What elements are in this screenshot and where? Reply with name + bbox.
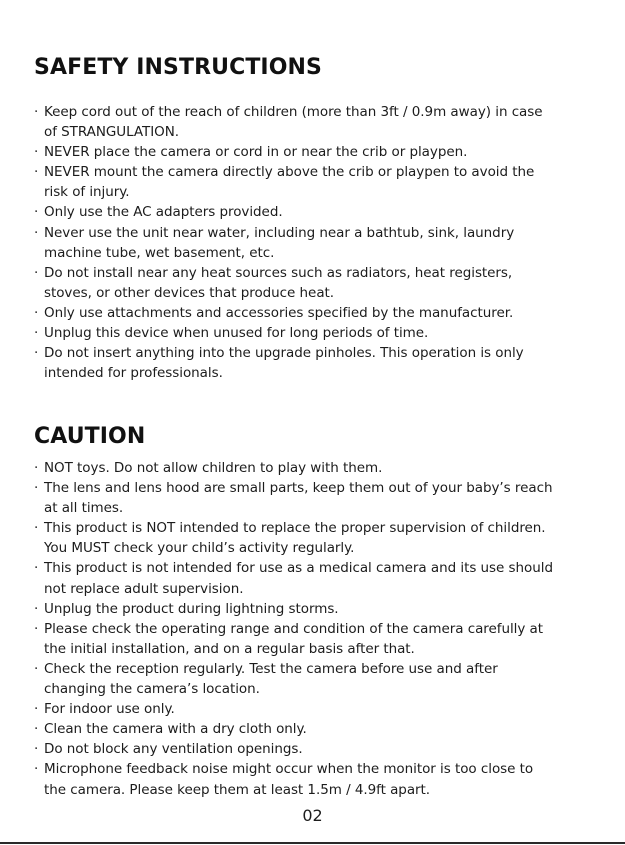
- item-text-line: Only use attachments and accessories specified by the manufacturer.: [44, 304, 514, 321]
- list-item: [34, 343, 614, 383]
- list-item: [34, 142, 614, 162]
- bullet-dot: ·: [34, 325, 39, 342]
- bullet-dot: ·: [34, 620, 39, 637]
- bullet-dot: ·: [34, 164, 39, 181]
- item-text-line: NEVER mount the camera directly above the crib or playpen to avoid the: [44, 164, 535, 181]
- item-text-line: not replace adult supervision.: [44, 580, 244, 597]
- bullet-dot: ·: [34, 144, 39, 161]
- item-text-line: the initial installation, and on a regular basis after that.: [44, 640, 415, 657]
- item-text-line: Do not install near any heat sources such as radiators, heat registers,: [44, 264, 513, 281]
- item-text-line: machine tube, wet basement, etc.: [44, 244, 275, 261]
- list-item: [34, 223, 614, 263]
- bottom-rule: [0, 842, 625, 844]
- bullet-dot: ·: [34, 460, 39, 476]
- item-text-line: Check the reception regularly. Test the camera before use and after: [44, 660, 498, 677]
- list-item: [34, 478, 614, 518]
- item-text-line: For indoor use only.: [44, 701, 175, 718]
- list-item: [34, 323, 614, 343]
- item-text-line: of STRANGULATION.: [44, 124, 180, 141]
- item-text-line: Keep cord out of the reach of children (more than 3ft / 0.9m away) in case: [44, 104, 543, 120]
- list-item: [34, 558, 614, 598]
- bullet-dot: ·: [34, 224, 39, 241]
- bullet-dot: ·: [34, 204, 39, 221]
- list-item: [34, 759, 614, 799]
- item-text-line: This product is NOT intended to replace the proper supervision of children.: [44, 520, 546, 537]
- list-item: [34, 162, 614, 202]
- safety-instructions-heading: SAFETY INSTRUCTIONS: [34, 55, 322, 80]
- list-item: [34, 739, 614, 759]
- bullet-dot: ·: [34, 104, 39, 120]
- item-text-line: Only use the AC adapters provided.: [44, 204, 283, 221]
- list-item: [34, 458, 614, 478]
- bullet-dot: ·: [34, 345, 39, 362]
- list-item: [34, 619, 614, 659]
- item-text-line: Please check the operating range and condition of the camera carefully at: [44, 620, 544, 637]
- item-text-line: intended for professionals.: [44, 365, 223, 382]
- item-text-line: Never use the unit near water, including near a bathtub, sink, laundry: [44, 224, 515, 241]
- safety-instructions-list: [34, 102, 614, 383]
- list-item: [34, 599, 614, 619]
- list-item: [34, 699, 614, 719]
- item-text-line: Unplug the product during lightning storms.: [44, 600, 339, 617]
- list-item: [34, 719, 614, 739]
- bullet-dot: ·: [34, 304, 39, 321]
- list-item: [34, 263, 614, 303]
- list-item: [34, 518, 614, 558]
- bullet-dot: ·: [34, 660, 39, 677]
- list-item: [34, 202, 614, 222]
- item-text-line: at all times.: [44, 500, 124, 517]
- bullet-dot: ·: [34, 600, 39, 617]
- item-text-line: risk of injury.: [44, 184, 130, 201]
- item-text-line: the camera. Please keep them at least 1.5m / 4.9ft apart.: [44, 781, 431, 798]
- item-text-line: Clean the camera with a dry cloth only.: [44, 721, 307, 738]
- item-text-line: This product is not intended for use as a medical camera and its use should: [44, 560, 553, 577]
- list-item: [34, 102, 614, 142]
- list-item: [34, 659, 614, 699]
- bullet-dot: ·: [34, 721, 39, 738]
- item-text-line: NOT toys. Do not allow children to play with them.: [44, 460, 383, 476]
- page-number: 02: [302, 806, 323, 825]
- bullet-dot: ·: [34, 701, 39, 718]
- item-text-line: You MUST check your child’s activity regularly.: [44, 540, 355, 557]
- bullet-dot: ·: [34, 520, 39, 537]
- list-item: [34, 303, 614, 323]
- item-text-line: The lens and lens hood are small parts, keep them out of your baby’s reach: [44, 480, 553, 497]
- bullet-dot: ·: [34, 560, 39, 577]
- item-text-line: changing the camera’s location.: [44, 681, 260, 698]
- item-text-line: Unplug this device when unused for long periods of time.: [44, 325, 429, 342]
- caution-heading: CAUTION: [34, 424, 146, 449]
- bullet-dot: ·: [34, 264, 39, 281]
- item-text-line: stoves, or other devices that produce heat.: [44, 284, 335, 301]
- item-text-line: Do not block any ventilation openings.: [44, 741, 303, 758]
- item-text-line: Do not insert anything into the upgrade pinholes. This operation is only: [44, 345, 524, 362]
- bullet-dot: ·: [34, 480, 39, 497]
- bullet-dot: ·: [34, 741, 39, 758]
- item-text-line: Microphone feedback noise might occur when the monitor is too close to: [44, 761, 534, 778]
- item-text-line: NEVER place the camera or cord in or near the crib or playpen.: [44, 144, 468, 161]
- caution-list: [34, 458, 614, 800]
- bullet-dot: ·: [34, 761, 39, 778]
